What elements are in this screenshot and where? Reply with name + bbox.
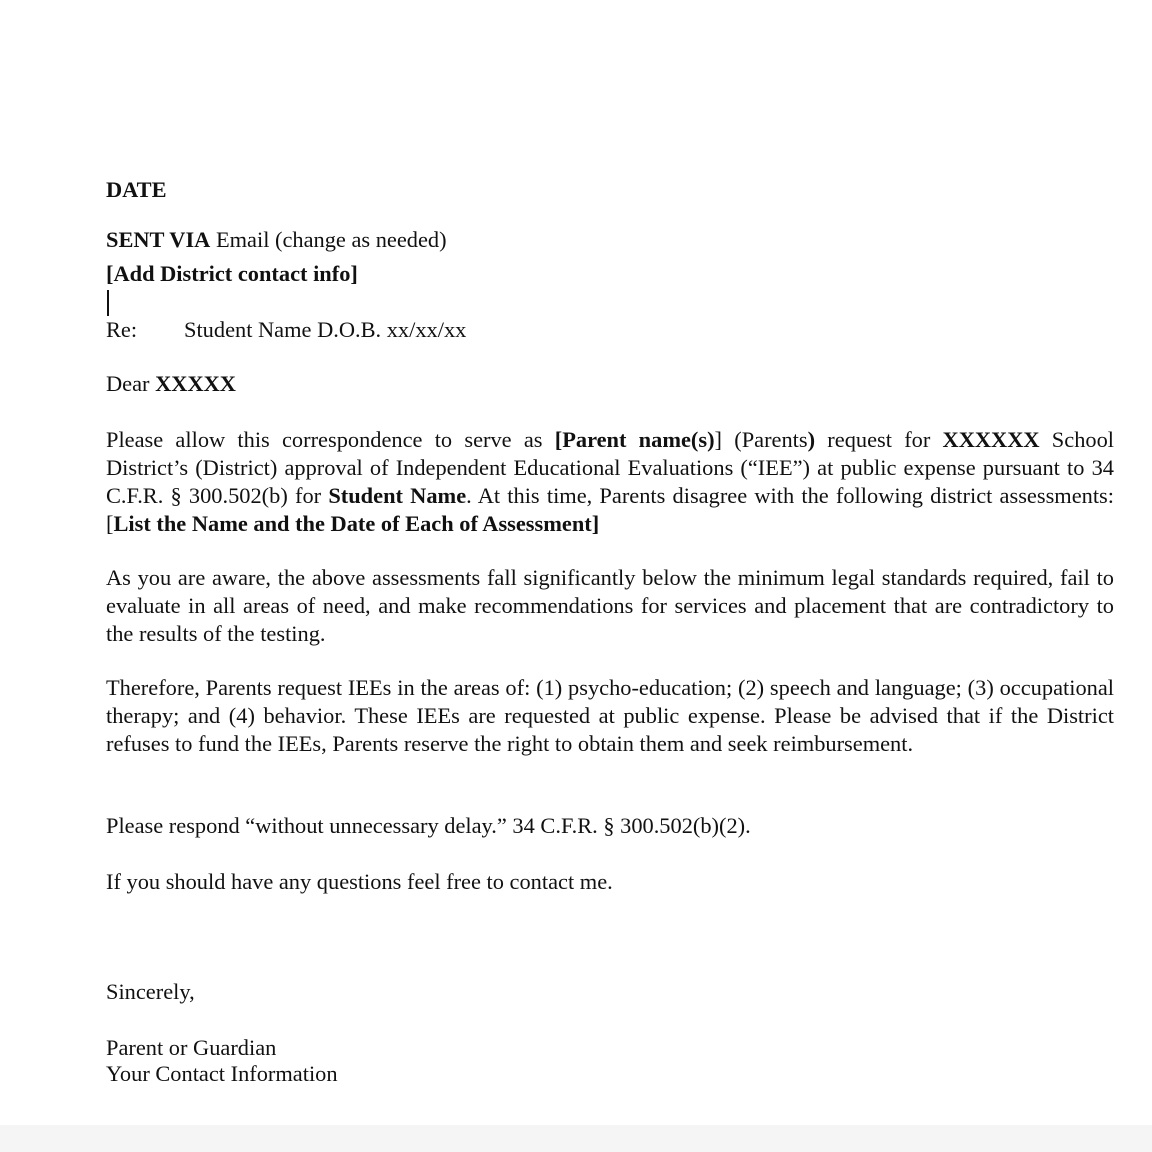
sent-via-method: Email (change as needed) bbox=[210, 227, 447, 252]
closing: Sincerely, bbox=[106, 979, 195, 1004]
district-name-placeholder: XXXXXX bbox=[942, 427, 1040, 452]
parent-name-placeholder: [Parent name(s) bbox=[554, 427, 715, 452]
paragraph-iee-request: Therefore, Parents request IEEs in the areas of: (1) psycho-education; (2) speech and language; (3) occupational therapy; and (4) behavior. These IEEs are requested at public expense. Please be advised that if the District refuses to fund the IEEs, Parents reserve the right to obtain them and seek reimbursement. bbox=[106, 675, 1114, 756]
re-label: Re: bbox=[106, 317, 138, 342]
re-line bbox=[106, 316, 466, 344]
paragraph-request: Please allow this correspondence to serve as [Parent name(s)] (Parents) request for XXXXXX School District’s (District) approval of Independent Educational Evaluations (“IEE”) at public expense pursuant to 34 C.F.R. § 300.502(b) for Student Name. At this time, Parents disagree with the following district assessments: [List the Name and the Date of Each of Assessment] bbox=[106, 427, 1115, 536]
paragraph-respond: Please respond “without unnecessary delay.” 34 C.F.R. § 300.502(b)(2). bbox=[106, 813, 751, 838]
sent-via-line bbox=[106, 226, 447, 254]
sent-via-label: SENT VIA bbox=[106, 227, 211, 252]
salutation-name: XXXXX bbox=[155, 371, 236, 396]
paragraph-questions: If you should have any questions feel free to contact me. bbox=[106, 869, 613, 894]
re-subject: Student Name D.O.B. xx/xx/xx bbox=[184, 317, 467, 342]
date-line: DATE bbox=[106, 177, 167, 202]
salutation: Dear XXXXX bbox=[106, 371, 236, 396]
signature-name: Parent or Guardian bbox=[106, 1035, 277, 1060]
student-name-placeholder: Student Name bbox=[328, 483, 467, 508]
assessment-list-placeholder: List the Name and the Date of Each of Assessment] bbox=[113, 511, 600, 536]
district-contact-line: [Add District contact info] bbox=[106, 261, 358, 286]
text-cursor bbox=[107, 290, 109, 316]
signature-contact: Your Contact Information bbox=[106, 1061, 338, 1086]
paragraph-assessments: As you are aware, the above assessments fall significantly below the minimum legal standards required, fail to evaluate in all areas of need, and make recommendations for services and placement that are contradictory to the results of the testing. bbox=[106, 565, 1114, 646]
